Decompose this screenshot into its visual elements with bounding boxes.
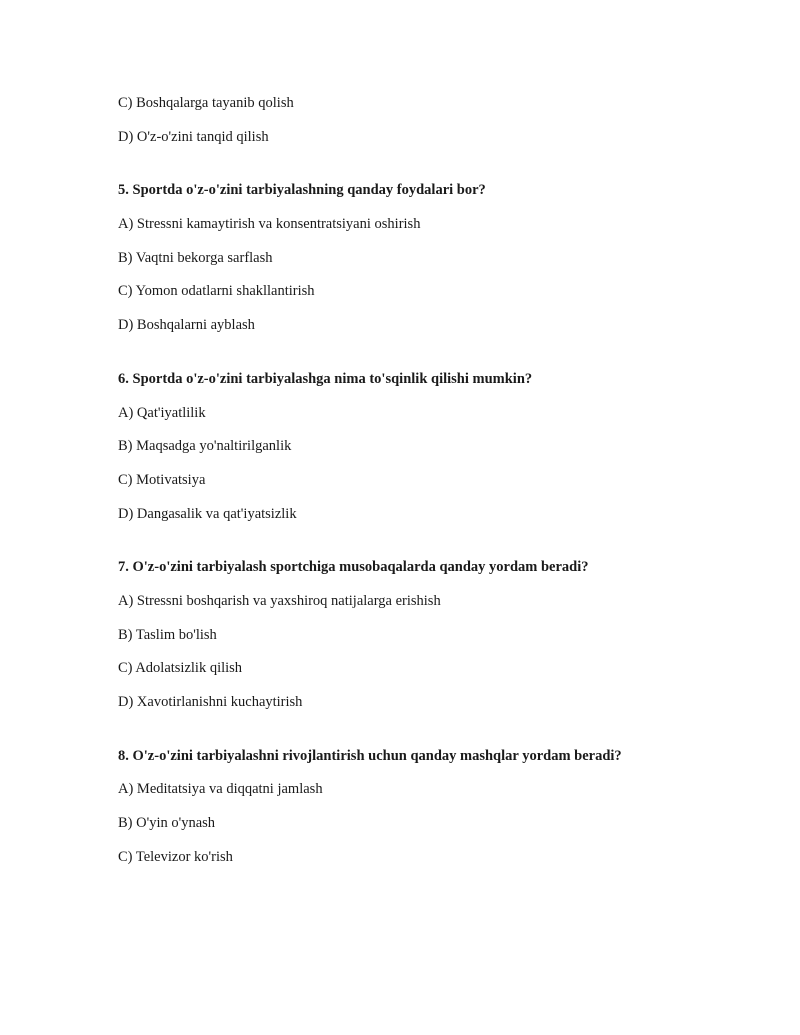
option-7d: D) Xavotirlanishni kuchaytirish bbox=[118, 694, 303, 710]
option-5b: B) Vaqtni bekorga sarflash bbox=[118, 249, 273, 266]
option-4c: C) Boshqalarga tayanib qolish bbox=[118, 95, 294, 111]
option-6b: B) Maqsadga yo'naltirilganlik bbox=[118, 438, 292, 455]
option-7a: A) Stressni boshqarish va yaxshiroq natijalarga erishish bbox=[118, 592, 441, 609]
option-7b: B) Taslim bo'lish bbox=[118, 626, 217, 643]
option-5d: D) Boshqalarni ayblash bbox=[118, 317, 255, 334]
option-5c: C) Yomon odatlarni shakllantirish bbox=[118, 283, 315, 300]
question-5: 5. Sportda o'z-o'zini tarbiyalashning qanday foydalari bor? bbox=[118, 182, 486, 199]
question-6: 6. Sportda o'z-o'zini tarbiyalashga nima to'sqinlik qilishi mumkin? bbox=[118, 370, 533, 387]
option-6d: D) Dangasalik va qat'iyatsizlik bbox=[118, 505, 297, 522]
option-6c: C) Motivatsiya bbox=[118, 471, 206, 488]
option-6a: A) Qat'iyatlilik bbox=[118, 404, 206, 421]
option-5a: A) Stressni kamaytirish va konsentratsiyani oshirish bbox=[118, 216, 421, 233]
document-page bbox=[118, 93, 758, 880]
question-8: 8. O'z-o'zini tarbiyalashni rivojlantirish uchun qanday mashqlar yordam beradi? bbox=[118, 747, 622, 764]
option-7c: C) Adolatsizlik qilish bbox=[118, 660, 243, 677]
option-4d: D) O'z-o'zini tanqid qilish bbox=[118, 128, 269, 145]
option-8b: B) O'yin o'ynash bbox=[118, 815, 216, 832]
question-7: 7. O'z-o'zini tarbiyalash sportchiga musobaqalarda qanday yordam beradi? bbox=[118, 559, 589, 576]
option-8a: A) Meditatsiya va diqqatni jamlash bbox=[118, 781, 323, 798]
option-8c: C) Televizor ko'rish bbox=[118, 848, 233, 865]
